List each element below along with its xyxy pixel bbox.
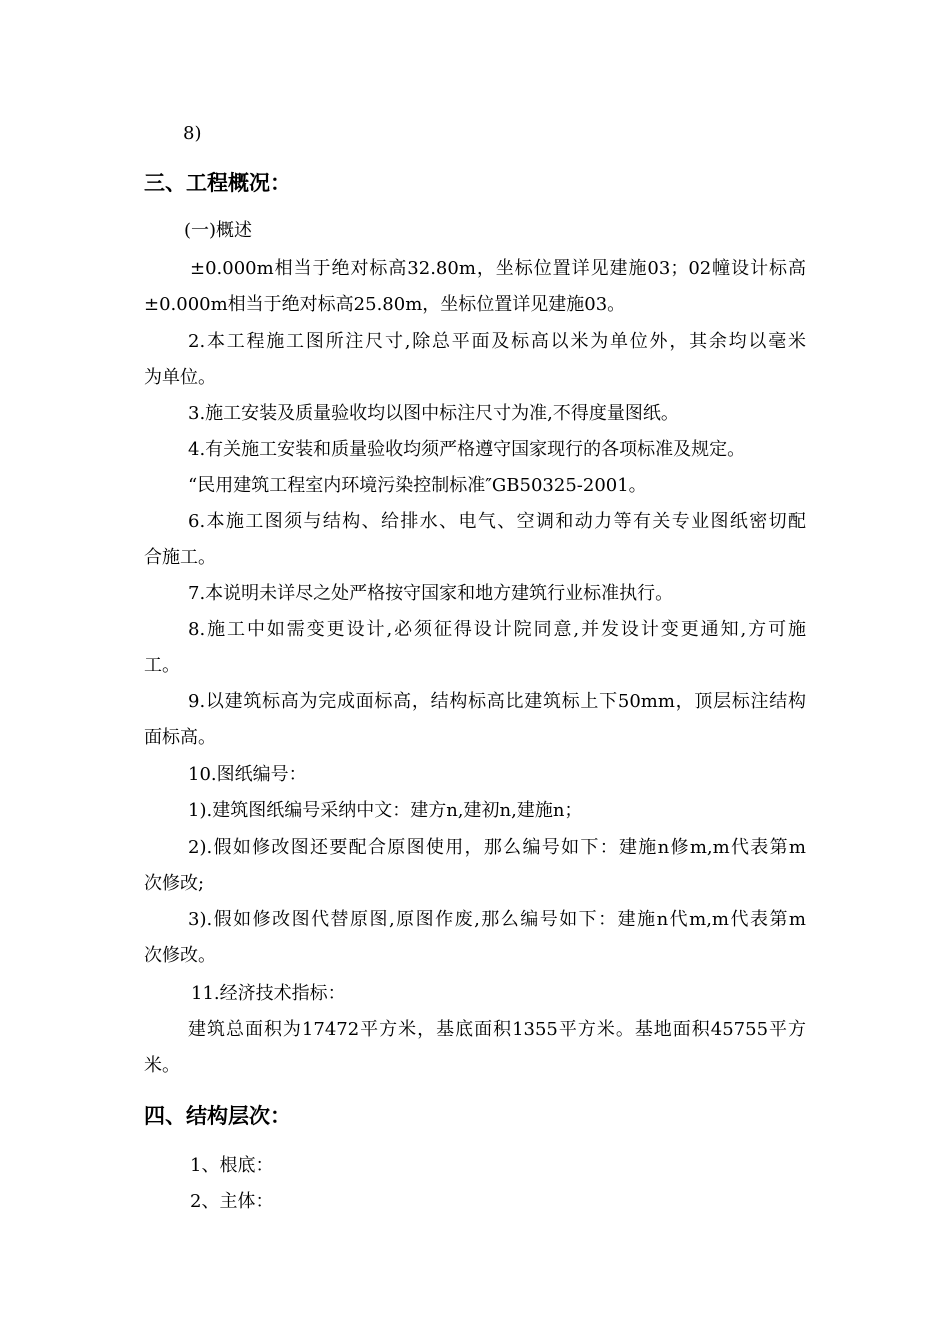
- numbering-item-3-line1: 3).假如修改图代替原图,原图作废,那么编号如下：建施n代m,m代表第m: [188, 909, 806, 930]
- list-fragment: 8): [183, 123, 202, 144]
- paragraph-coordination-line1: 6.本施工图须与结构、给排水、电气、空调和动力等有关专业图纸密切配: [188, 511, 806, 532]
- paragraph-design-change-line1: 8.施工中如需变更设计,必须征得设计院同意,并发设计变更通知,方可施: [188, 619, 806, 640]
- paragraph-dimensions-line2: 为单位。: [144, 367, 216, 388]
- paragraph-elevation-line2: ±0.000m相当于绝对标高25.80m，坐标位置详见建施03。: [144, 294, 626, 315]
- paragraph-level-line2: 面标高。: [144, 727, 216, 748]
- paragraph-elevation-line1: ±0.000m相当于绝对标高32.80m，坐标位置详见建施03；02幢设计标高: [190, 258, 806, 279]
- subsection-title: (一)概述: [184, 220, 253, 241]
- paragraph-gb-standard: “民用建筑工程室内环境污染控制标准″GB50325-2001。: [188, 475, 647, 496]
- paragraph-standards: 4.有关施工安装和质量验收均须严格遵守国家现行的各项标准及规定。: [188, 439, 746, 460]
- numbering-item-1: 1).建筑图纸编号采纳中文：建方n,建初n,建施n；: [188, 800, 583, 821]
- paragraph-coordination-line2: 合施工。: [144, 547, 216, 568]
- structure-item-main-body: 2、主体：: [190, 1191, 274, 1212]
- section-heading-project-overview: 三、工程概况：: [144, 171, 291, 195]
- paragraph-dimensions-line1: 2.本工程施工图所注尺寸,除总平面及标高以米为单位外，其余均以毫米: [188, 331, 806, 352]
- paragraph-unspecified: 7.本说明未详尽之处严格按守国家和地方建筑行业标准执行。: [188, 583, 674, 604]
- paragraph-design-change-line2: 工。: [144, 655, 180, 676]
- paragraph-economic-indicators: 11.经济技术指标：: [191, 983, 346, 1004]
- numbering-item-2-line2: 次修改;: [144, 873, 205, 894]
- paragraph-area-line2: 米。: [144, 1055, 180, 1076]
- paragraph-area-line1: 建筑总面积为17472平方米，基底面积1355平方米。基地面积45755平方: [188, 1019, 806, 1040]
- paragraph-level-line1: 9.以建筑标高为完成面标高，结构标高比建筑标上下50mm，顶层标注结构: [188, 691, 806, 712]
- structure-item-foundation: 1、根底：: [190, 1155, 274, 1176]
- numbering-item-3-line2: 次修改。: [144, 945, 216, 966]
- paragraph-drawing-numbering: 10.图纸编号：: [188, 764, 307, 785]
- paragraph-acceptance: 3.施工安装及质量验收均以图中标注尺寸为准,不得度量图纸。: [188, 403, 679, 424]
- section-heading-structure: 四、结构层次：: [144, 1104, 291, 1128]
- numbering-item-2-line1: 2).假如修改图还要配合原图使用，那么编号如下：建施n修m,m代表第m: [188, 837, 806, 858]
